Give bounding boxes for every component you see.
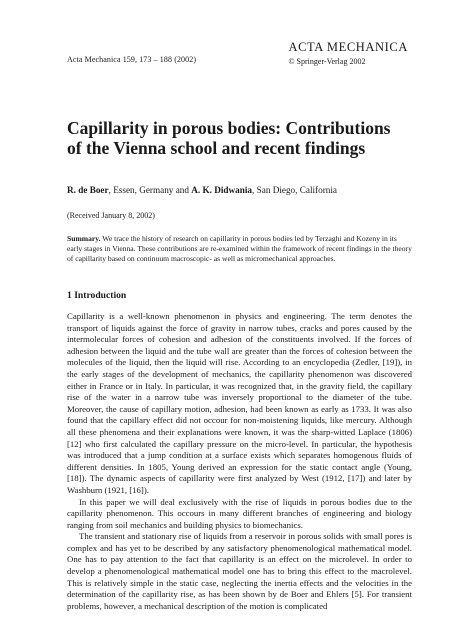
article-title: Capillarity in porous bodies: Contributions of the Vienna school and recent findings	[67, 118, 391, 158]
journal-name: ACTA MECHANICA	[288, 40, 408, 54]
summary-abstract	[67, 234, 412, 264]
author-didwania: A. K. Didwania	[191, 185, 253, 195]
summary-label: Summary.	[67, 234, 101, 243]
copyright-line: © Springer-Verlag 2002	[288, 57, 366, 66]
author-line	[67, 184, 427, 196]
journal-citation: Acta Mechanica 159, 173 – 188 (2002)	[67, 55, 197, 64]
summary-text: We trace the history of research on capillarity in porous bodies led by Terzaghi and Kozeny in its early stages in Vienna. These contributions are re-examined within the framework of recent findings in the theory of capillarity based on continuum macroscopic- as well as micromechanical approaches.	[67, 234, 412, 263]
body-paragraph: In this paper we will deal exclusively with the rise of liquids in porous bodies due to the capillarity phenomenon. This occours in many different branches of engineering and biology ranging from soil mechanics and building physics to biomechanics.	[67, 496, 412, 530]
body-paragraph: The transient and stationary rise of liquids from a reservoir in porous solids with small pores is complex and has yet to be described by any satisfactory phenomenological mathematical model. One has to pay attention to the fact that capillarity is an effect on the microlevel. In order to develop a phenomenological mathematical model one has to bring this effect to the macrolevel. This is relatively simple in the static case, neglecting the inertia effects and the velocities in the determination of the capillarity rise, as has been shown by de Boer and Ehlers [5]. For transient problems, however, a mechanical description of the motion is complicated	[67, 531, 412, 611]
author-de-boer: R. de Boer	[67, 185, 109, 195]
received-date: (Received January 8, 2002)	[67, 211, 155, 220]
journal-masthead	[288, 40, 408, 67]
body-paragraph: Capillarity is a well-known phenomenon in physics and engineering. The term denotes the transport of liquids against the force of gravity in narrow tubes, cracks and pores caused by the intermolecular forces of cohesion and adhesion of the constituents involved. If the forces of adhesion between the liquid and the tube wall are greater than the forces of cohesion between the molecules of the liquid, then the liquid will rise. According to an encyclopedia (Zedler, [19]), in the early stages of the development of mechanics, the capillarity phenomenon was discovered either in France or in Italy. In particular, it was recognized that, in the gravity field, the capillary rise of the water in a narrow tube was inversely proportional to the diameter of the tube. Moreover, the cause of capillary motion, adhesion, had been known as early as 1733. It was also found that the capillary effect did not occour for non-moistening liquids, like mercury. Although all these phenomena and their explanations were known, it was the sharp-witted Laplace (1806) [12] who first calculated the capillary pressure on the micro-level. In particular, the hypothesis was introduced that a jump condition at a surface exists which separates homogenous fluids of different densities. In 1805, Young derived an expression for the static contact angle (Young, [18]). The dynamic aspects of capillarity were first analyzed by West (1912, [17]) and later by Washburn (1921, [16]).	[67, 311, 412, 495]
author-affiliation-2: , San Diego, California	[252, 185, 337, 195]
section-heading: 1 Introduction	[67, 290, 127, 301]
section-body	[67, 311, 412, 612]
author-affiliation-1: , Essen, Germany and	[108, 185, 192, 195]
